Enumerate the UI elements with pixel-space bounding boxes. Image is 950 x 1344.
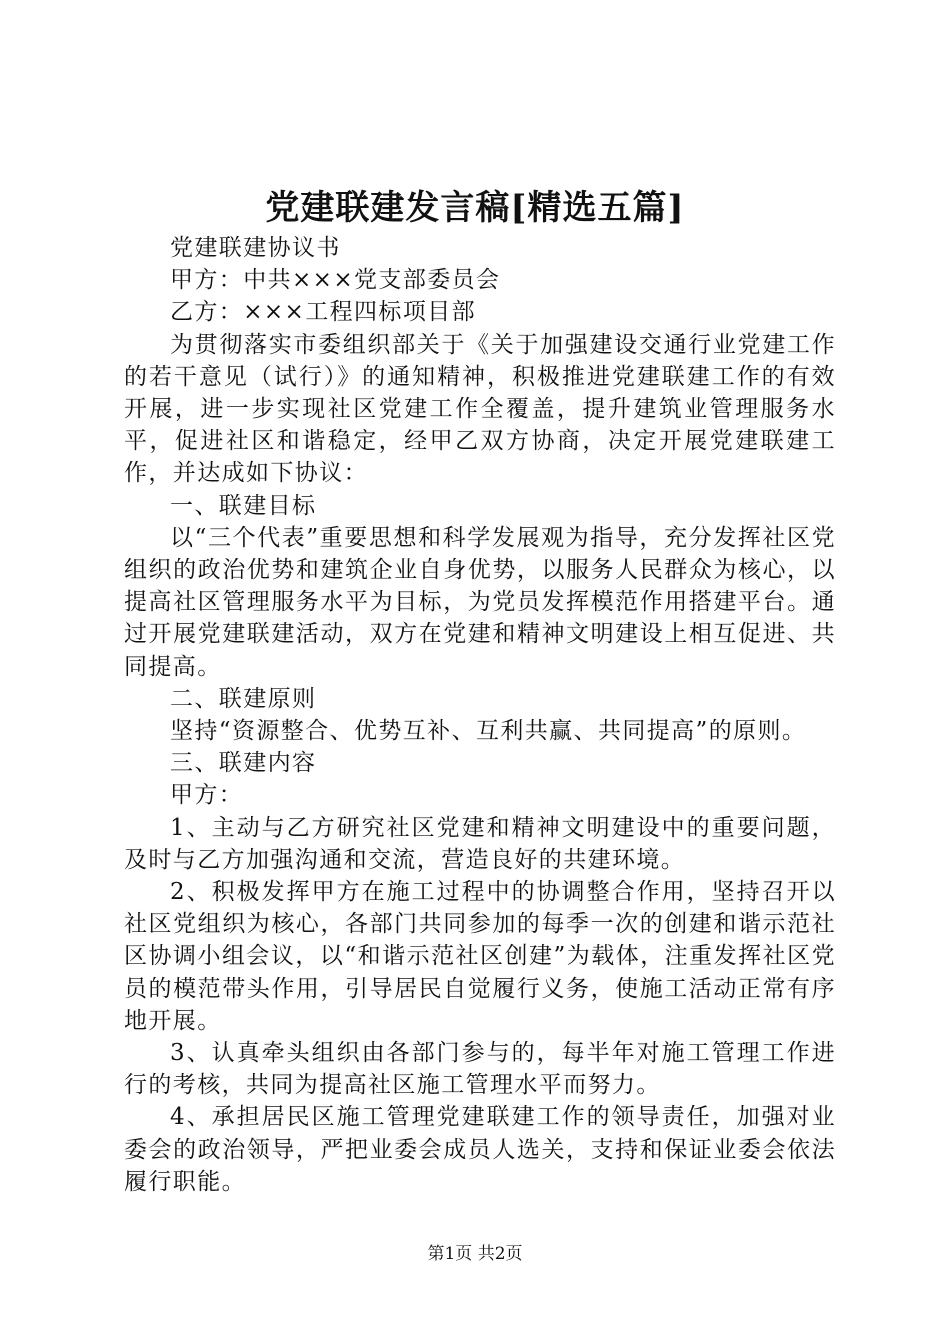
subheading-party-a: 甲方： [170, 782, 244, 809]
list-item-2: 2、积极发挥甲方在施工过程中的协调整合作用，坚持召开以社区党组织为核心，各部门共同参加的每季一次的创建和谐示范社区协调小组会议，以“和谐示范社区创建”为载体，注重发挥社区党员的模范带头作用，引导居民自觉履行义务，使施工活动正常有序地开展。 [124, 879, 836, 1034]
section-heading-content: 三、联建内容 [170, 750, 317, 777]
document-title: 党建联建发言稿[精选五篇] [265, 188, 685, 228]
paragraph-party-b: 乙方：×××工程四标项目部 [170, 299, 477, 326]
paragraph-principles: 坚持“资源整合、优势互补、互利共赢、共同提高”的原则。 [170, 718, 807, 745]
document-body [124, 232, 836, 1198]
paragraph-agreement-heading: 党建联建协议书 [170, 235, 341, 261]
section-heading-principles: 二、联建原则 [170, 685, 317, 712]
page-footer: 第1页 共2页 [427, 1244, 523, 1264]
list-item-4: 4、承担居民区施工管理党建联建工作的领导责任，加强对业委会的政治领导，严把业委会成员人选关，支持和保证业委会依法履行职能。 [124, 1104, 836, 1195]
paragraph-intro: 为贯彻落实市委组织部关于《关于加强建设交通行业党建工作的若干意见（试行）》的通知精神，积极推进党建联建工作的有效开展，进一步实现社区党建工作全覆盖，提升建筑业管理服务水平，促进社区和谐稳定，经甲乙双方协商，决定开展党建联建工作，并达成如下协议： [124, 331, 836, 487]
list-item-3: 3、认真牵头组织由各部门参与的，每半年对施工管理工作进行的考核，共同为提高社区施工管理水平而努力。 [124, 1040, 836, 1099]
paragraph-goals: 以“三个代表”重要思想和科学发展观为指导，充分发挥社区党组织的政治优势和建筑企业自身优势，以服务人民群众为核心，以提高社区管理服务水平为目标，为党员发挥模范作用搭建平台。通过开展党建联建活动，双方在党建和精神文明建设上相互促进、共同提高。 [124, 524, 836, 680]
paragraph-party-a: 甲方：中共×××党支部委员会 [170, 267, 501, 294]
section-heading-goals: 一、联建目标 [170, 492, 317, 519]
list-item-1: 1、主动与乙方研究社区党建和精神文明建设中的重要问题，及时与乙方加强沟通和交流，营造良好的共建环境。 [124, 814, 836, 873]
